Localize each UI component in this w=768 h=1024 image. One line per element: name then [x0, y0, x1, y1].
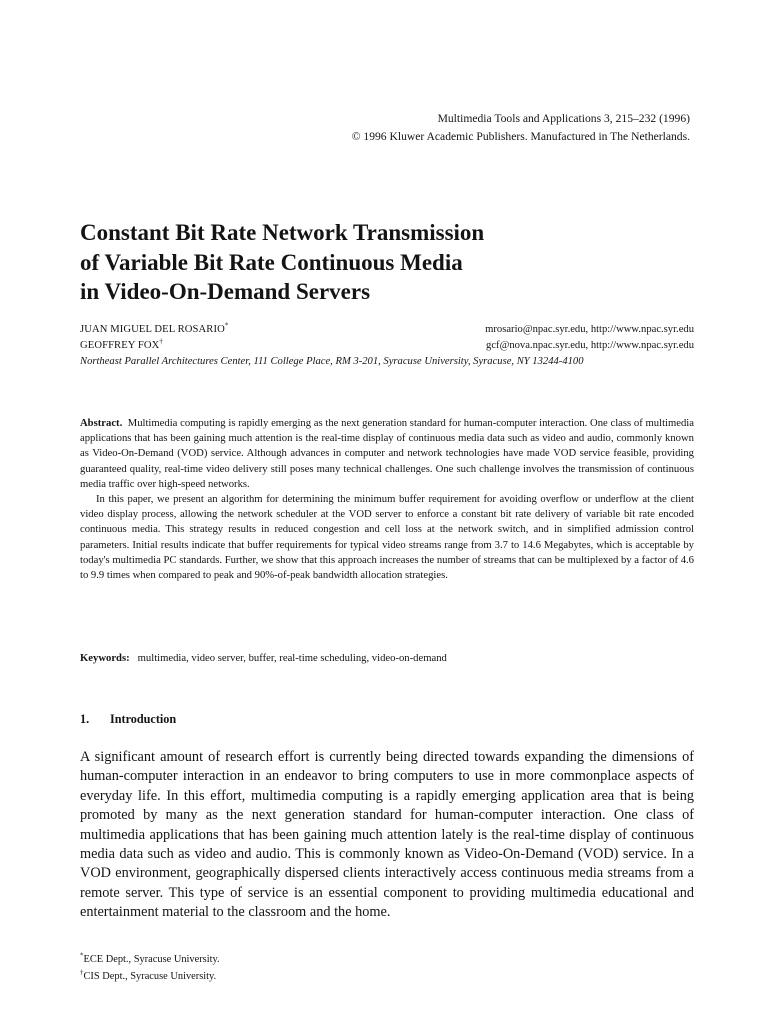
- author-contact: mrosario@npac.syr.edu, http://www.npac.syr.edu: [485, 324, 694, 335]
- abstract-paragraph: In this paper, we present an algorithm for determining the minimum buffer requirement for avoiding overflow or underflow at the client video display process, allowing the network scheduler at the VOD server to enforce a constant bit rate delivery of variable bit rate encoded continuous media. This strategy results in reduced congestion and cell loss at the network switch, and in simplified admission control parameters. Initial results indicate that buffer requirements for typical video streams range from 3.7 to 14.6 Megabytes, which is acceptable by today's multimedia PC standards. Further, we show that this approach increases the number of streams that can be multiplexed by a factor of 4.6 to 9.9 times when compared to peak and 90%-of-peak bandwidth allocation strategies.: [80, 494, 694, 582]
- footnote-text: CIS Dept., Syracuse University.: [83, 970, 217, 982]
- author-contact: gcf@nova.npac.syr.edu, http://www.npac.syr.edu: [486, 340, 694, 351]
- title-line-2: of Variable Bit Rate Continuous Media: [80, 249, 463, 275]
- section-number: 1.: [80, 712, 90, 726]
- footnotes: [80, 952, 220, 985]
- keywords: [80, 651, 694, 666]
- section-title: Introduction: [110, 712, 177, 726]
- author-row: [80, 322, 694, 338]
- keywords-text: multimedia, video server, buffer, real-time scheduling, video-on-demand: [137, 653, 447, 664]
- copyright-notice: © 1996 Kluwer Academic Publishers. Manufactured in The Netherlands.: [351, 130, 690, 143]
- journal-header: [352, 110, 690, 146]
- footnote-mark: †: [80, 968, 84, 977]
- footnote: [80, 952, 220, 969]
- abstract-paragraph: [80, 416, 694, 492]
- title-line-3: in Video-On-Demand Servers: [80, 279, 371, 304]
- author-footnote-mark: †: [159, 337, 164, 346]
- section-heading-introduction: [80, 712, 176, 727]
- abstract: [80, 416, 694, 583]
- author-name: JUAN MIGUEL DEL ROSARIO: [80, 324, 225, 335]
- introduction-paragraph: A significant amount of research effort is currently being directed towards expanding the dimensions of human-computer interaction in an endeavor to bring computers to use in more commonplace aspects of everyday life. In this effort, multimedia computing is a rapidly emerging application area that is being promoted by many as the next generation standard for human-computer interaction. One class of multimedia applications that has been gaining much attention lately is the real-time display of continuous media data such as video and audio. This is commonly known as Video-On-Demand (VOD) service. In a VOD environment, geographically dispersed clients interactively access continuous media streams from a remote server. This type of service is an essential component to providing multimedia educational and entertainment material to the classroom and the home.: [80, 749, 694, 921]
- paper-title: [80, 218, 680, 307]
- footnote: [80, 969, 220, 986]
- author-block: [80, 322, 694, 370]
- author-name: GEOFFREY FOX: [80, 340, 160, 351]
- footnote-mark: *: [80, 951, 84, 960]
- author-row: [80, 338, 694, 354]
- abstract-label: Abstract.: [80, 418, 123, 429]
- abstract-text: Multimedia computing is rapidly emerging as the next generation standard for human-computer interaction. One class of multimedia applications that has been gaining much attention is the real-time display of continuous media data such as video and audio, commonly known as Video-On-Demand (VOD) service. Although advances in computer and network technologies have made VOD service feasible, providing guaranteed quality, real-time video delivery still poses many technical challenges. One such challenge involves the transmission of continuous media traffic over high-speed networks.: [80, 418, 694, 490]
- keywords-label: Keywords:: [80, 653, 130, 664]
- journal-citation: Multimedia Tools and Applications 3, 215–232 (1996): [437, 112, 690, 125]
- footnote-text: ECE Dept., Syracuse University.: [83, 954, 220, 965]
- title-line-1: Constant Bit Rate Network Transmission: [80, 220, 485, 245]
- author-footnote-mark: *: [224, 321, 229, 330]
- author-affiliation: Northeast Parallel Architectures Center, 111 College Place, RM 3-201, Syracuse University, Syracuse, NY 13244-4100: [80, 356, 584, 367]
